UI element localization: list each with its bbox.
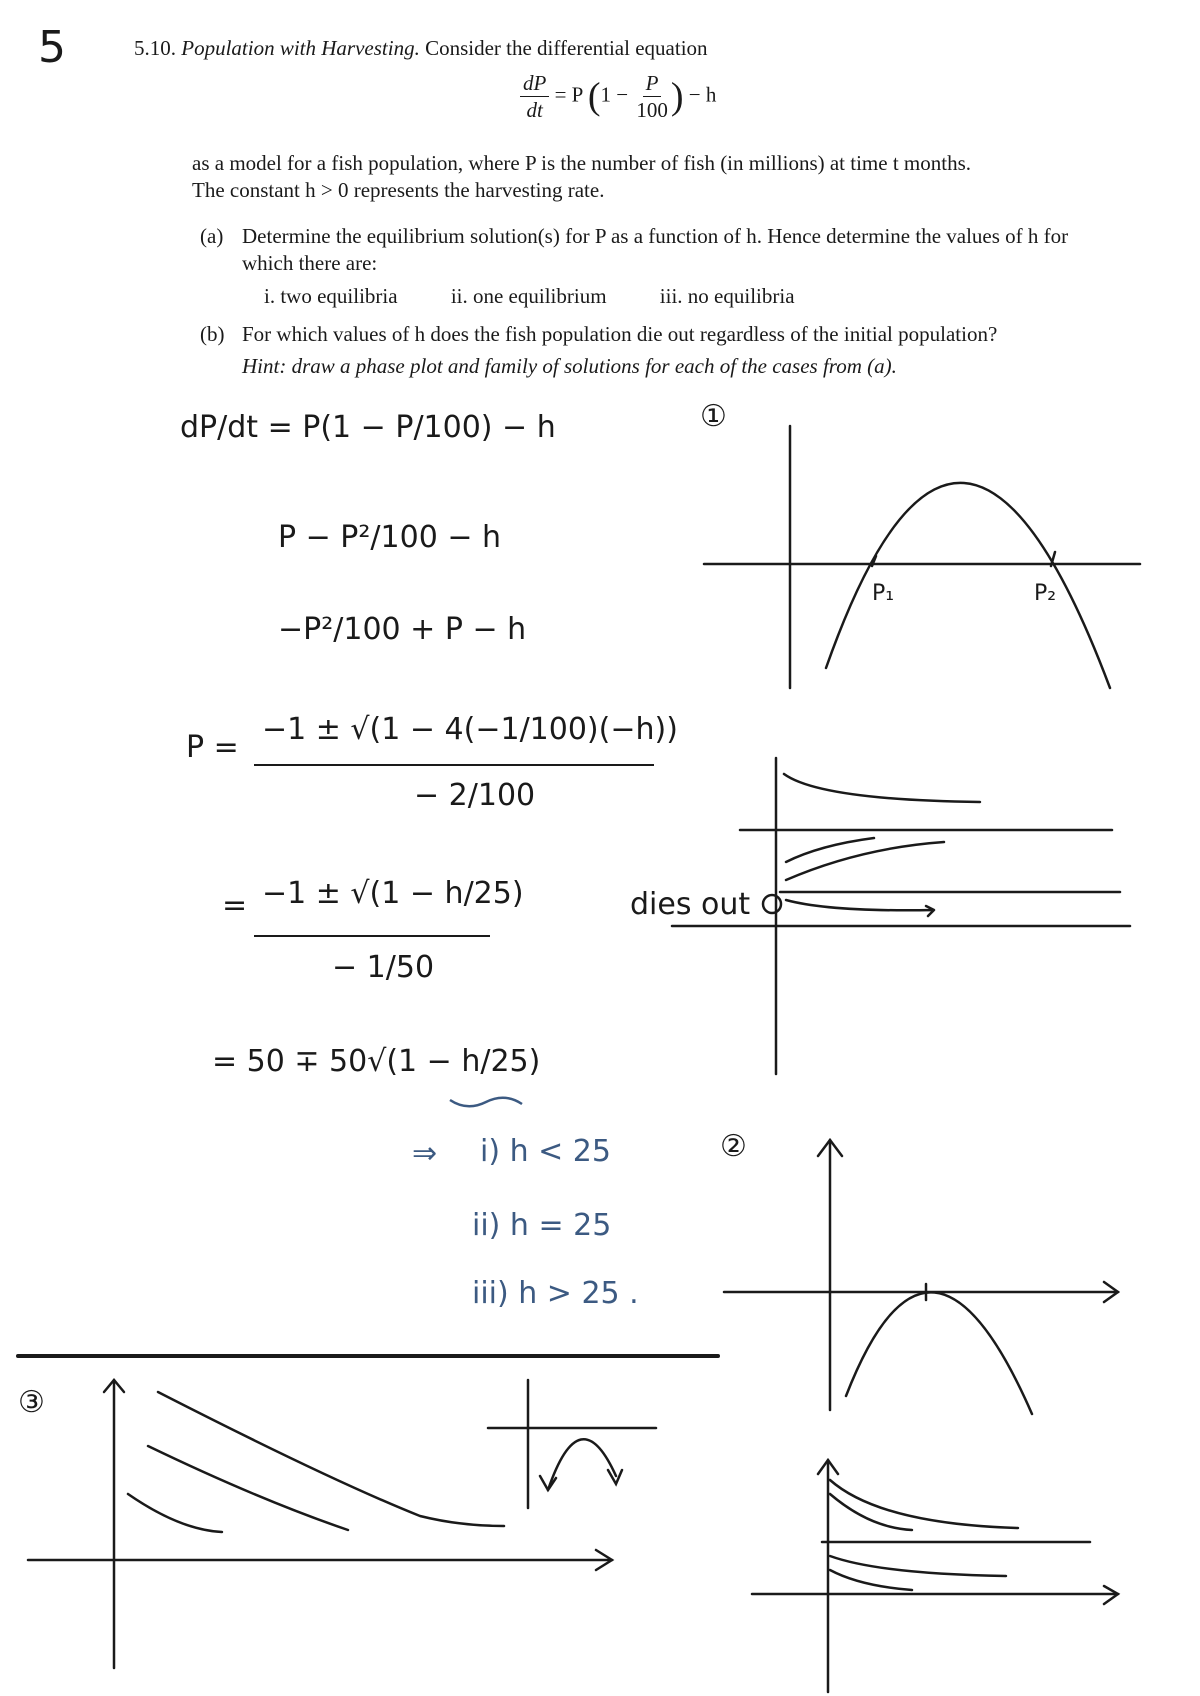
conclusion-two-equilibria: i) h < 25 bbox=[480, 1134, 611, 1169]
part-a-text: Determine the equilibrium solution(s) for P as a function of h. Hence determine the values of h for which there are: bbox=[242, 224, 1069, 275]
differential-equation: $\frac{dP}{dt}$ = P (1 − $\frac{P}{100}$ ) − h bbox=[520, 70, 780, 132]
part-b-text: For which values of h does the fish population die out regardless of the initial population? bbox=[242, 322, 998, 346]
inner-numerator: P bbox=[643, 70, 662, 97]
equation-rhs-prefix: = P bbox=[554, 82, 583, 107]
simplified-numerator: −1 ± √(1 − h/25) bbox=[262, 876, 524, 911]
work-line-2: P − P²/100 − h bbox=[278, 520, 502, 555]
dies-out-label: dies out bbox=[630, 887, 751, 922]
work-line-1: dP/dt = P(1 − P/100) − h bbox=[180, 410, 556, 445]
model-description-line-1: as a model for a fish population, where P is the number of fish (in millions) at time t months. bbox=[192, 151, 972, 175]
part-b-hint: Hint: draw a phase plot and family of solutions for each of the cases from (a). bbox=[242, 354, 897, 378]
model-description-line-2: The constant h > 0 represents the harvesting rate. bbox=[192, 178, 605, 202]
inner-denominator: 100 bbox=[636, 98, 668, 122]
problem-intro: Consider the differential equation bbox=[425, 36, 708, 60]
page-number: 5 bbox=[38, 22, 66, 73]
case2-phase-plot bbox=[724, 1140, 1118, 1414]
work-line-3: −P²/100 + P − h bbox=[278, 612, 527, 647]
case3-solution-family bbox=[28, 1380, 612, 1668]
conclusion-one-equilibrium: ii) h = 25 bbox=[472, 1208, 612, 1243]
simplified-equals: = bbox=[222, 888, 248, 923]
equilibrium-solution: = 50 ∓ 50√(1 − h/25) bbox=[212, 1044, 541, 1079]
part-a-label: (a) bbox=[200, 224, 224, 248]
case2-label: ② bbox=[720, 1129, 747, 1164]
equilibrium-p1-label: P₁ bbox=[872, 581, 895, 606]
case3-label: ③ bbox=[18, 1385, 45, 1420]
quadratic-denominator: − 2/100 bbox=[414, 778, 536, 813]
equilibrium-p2-label: P₂ bbox=[1034, 581, 1057, 606]
problem-number: 5.10. bbox=[134, 36, 176, 60]
derivative-numerator: dP bbox=[520, 70, 549, 97]
simplified-denominator: − 1/50 bbox=[332, 950, 435, 985]
case3-phase-plot bbox=[488, 1380, 656, 1508]
problem-title: Population with Harvesting. bbox=[181, 36, 420, 60]
case-no-equilibria: iii. no equilibria bbox=[659, 284, 795, 308]
quadratic-lhs: P = bbox=[186, 730, 239, 765]
equation-inner: 1 − bbox=[600, 82, 629, 107]
conclusion-arrow: ⇒ bbox=[412, 1136, 438, 1171]
case-one-equilibrium: ii. one equilibrium bbox=[450, 284, 607, 308]
part-b-label: (b) bbox=[200, 322, 225, 346]
case1-label: ① bbox=[700, 399, 727, 434]
derivative-denominator: dt bbox=[526, 98, 543, 122]
quadratic-numerator: −1 ± √(1 − 4(−1/100)(−h)) bbox=[262, 712, 678, 747]
conclusion-no-equilibria: iii) h > 25 . bbox=[472, 1276, 639, 1311]
equation-rhs-suffix: − h bbox=[688, 82, 717, 107]
case-two-equilibria: i. two equilibria bbox=[264, 284, 398, 308]
case1-phase-plot bbox=[704, 426, 1140, 688]
case2-solution-family bbox=[752, 1460, 1118, 1692]
